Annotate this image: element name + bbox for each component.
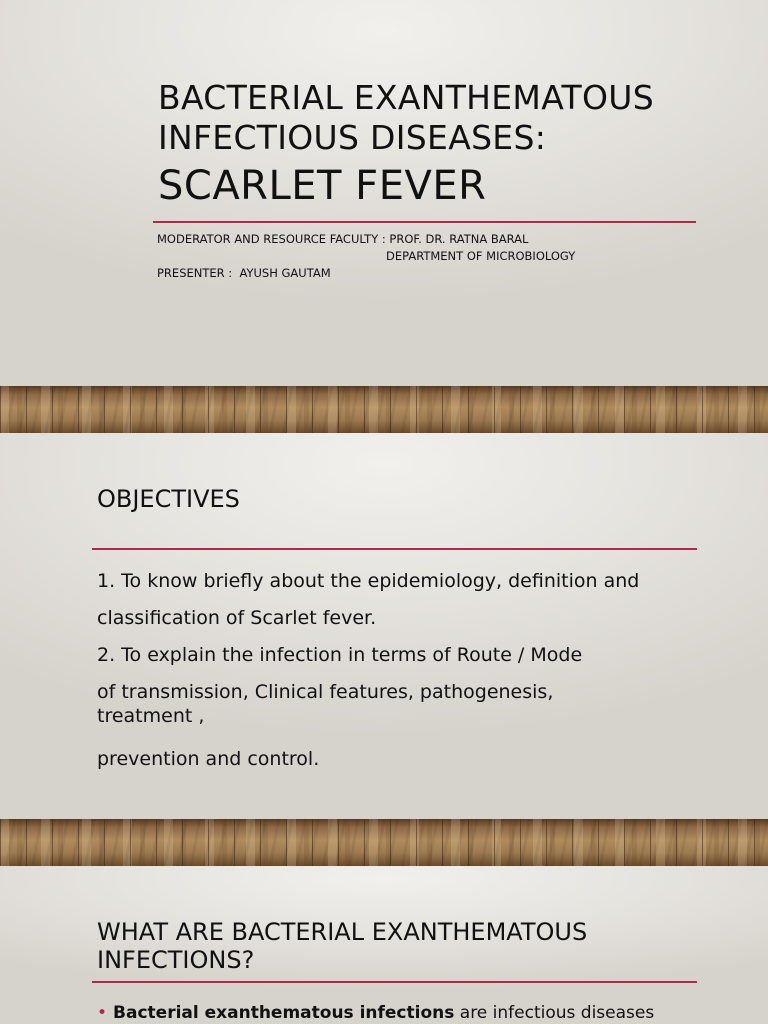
definition-divider	[92, 981, 697, 983]
title-slide	[0, 0, 768, 386]
definition-slide	[0, 866, 768, 1024]
title-line-3: SCARLET FEVER	[158, 163, 487, 209]
definition-heading: WHAT ARE BACTERIAL EXANTHEMATOUS INFECTIONS?	[97, 918, 588, 974]
objective-line-1: 1. To know briefly about the epidemiology, definition and	[97, 570, 640, 592]
objective-line-5: prevention and control.	[97, 748, 320, 770]
department-line: DEPARTMENT OF MICROBIOLOGY	[386, 249, 576, 263]
wood-floor-divider	[0, 819, 768, 866]
wood-floor-divider	[0, 386, 768, 433]
objective-line-3: 2. To explain the infection in terms of Route / Mode	[97, 644, 583, 666]
presenter-line: PRESENTER : AYUSH GAUTAM	[157, 266, 331, 280]
bullet-text: are infectious diseases	[454, 1003, 655, 1023]
title-divider	[153, 221, 696, 223]
moderator-line: MODERATOR AND RESOURCE FACULTY : PROF. DR. RATNA BARAL	[157, 232, 529, 246]
title-line-1: BACTERIAL EXANTHEMATOUS INFECTIOUS DISEASES:	[158, 78, 654, 157]
objectives-divider	[92, 548, 697, 550]
bullet-dot-icon: •	[97, 1003, 108, 1023]
bullet-bold-text: Bacterial exanthematous infections	[113, 1003, 455, 1023]
objective-line-2: classification of Scarlet fever.	[97, 607, 377, 629]
objectives-slide	[0, 433, 768, 819]
objective-line-4: of transmission, Clinical features, pathogenesis, treatment ,	[97, 681, 554, 727]
objectives-heading: OBJECTIVES	[97, 485, 240, 513]
definition-bullet	[97, 1002, 654, 1024]
